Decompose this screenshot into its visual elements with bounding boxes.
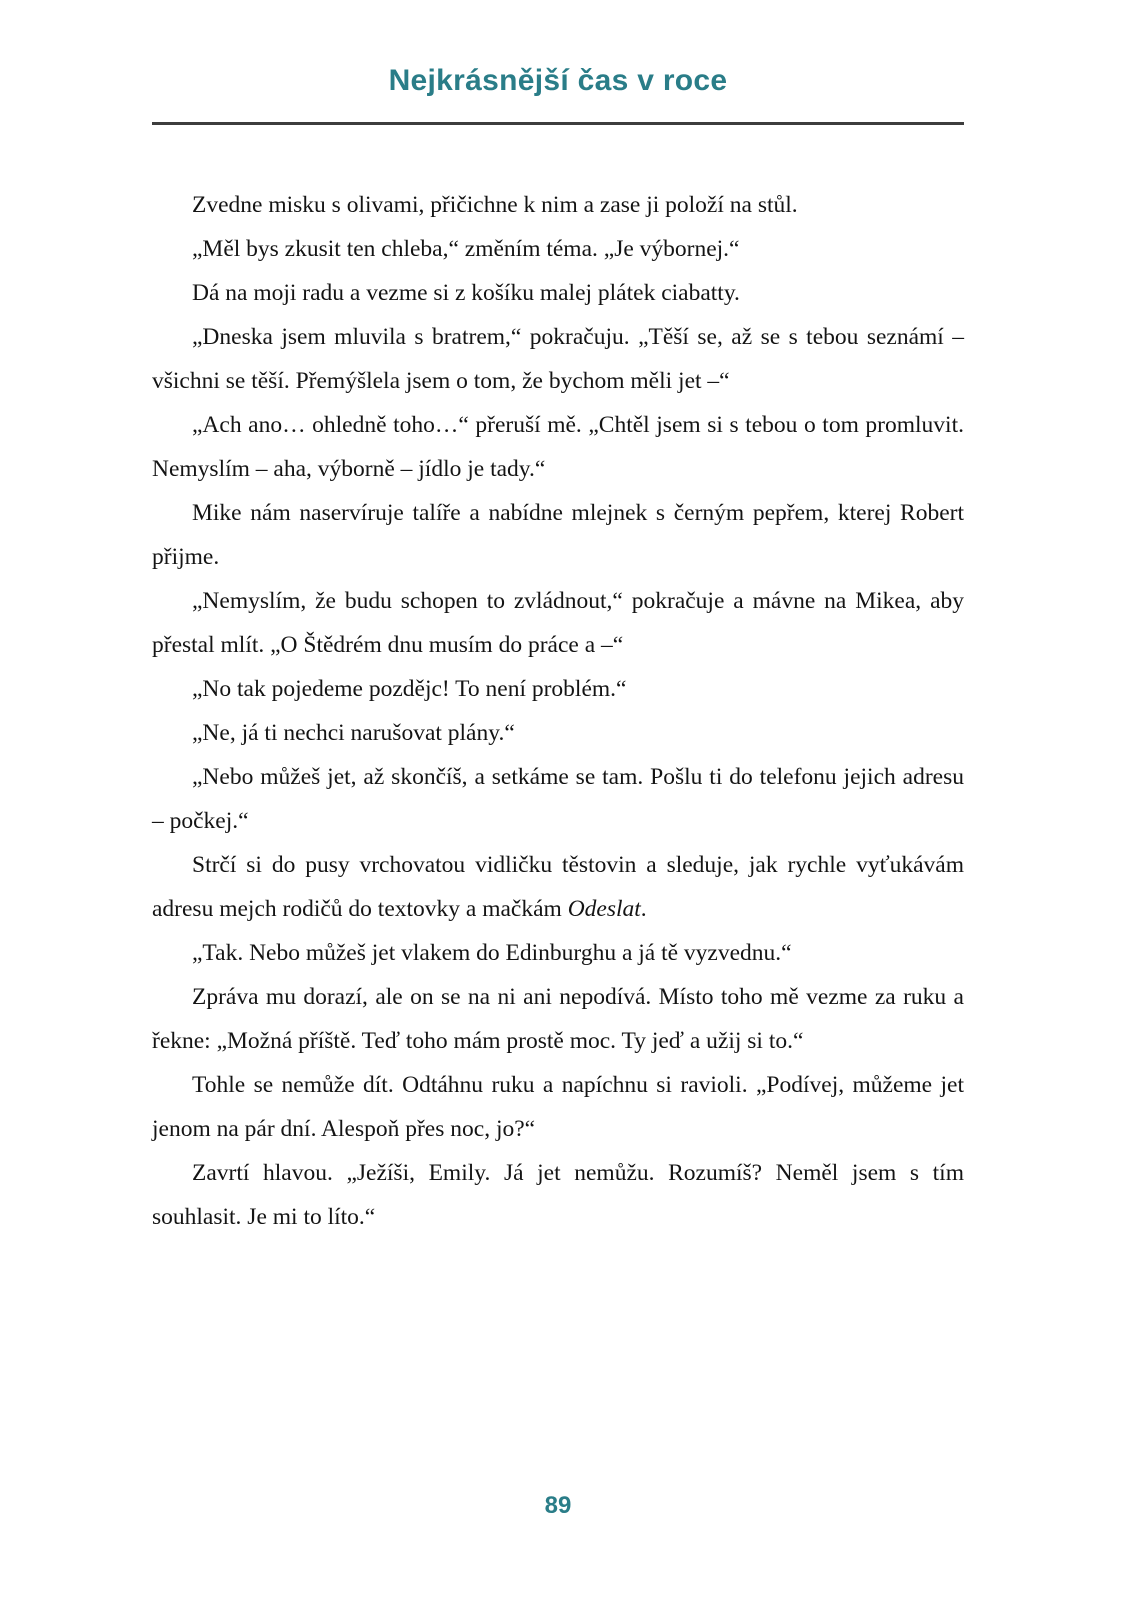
content-column bbox=[152, 0, 964, 1239]
text-segment: „Tak. Nebo můžeš jet vlakem do Edinburghu a já tě vyzvednu.“ bbox=[192, 940, 792, 966]
paragraph bbox=[152, 491, 964, 579]
paragraph bbox=[152, 843, 964, 931]
paragraph bbox=[152, 271, 964, 315]
paragraph bbox=[152, 183, 964, 227]
paragraph bbox=[152, 931, 964, 975]
page-number: 89 bbox=[544, 1492, 572, 1519]
header-rule bbox=[152, 122, 964, 125]
paragraph bbox=[152, 579, 964, 667]
text-segment: Zpráva mu dorazí, ale on se na ni ani nepodívá. Místo toho mě vezme za ruku a řekne: „Možná příště. Teď toho mám prostě moc. Ty jeď a užij si to.“ bbox=[152, 984, 964, 1054]
paragraph bbox=[152, 1063, 964, 1151]
text-segment: . bbox=[640, 896, 647, 922]
paragraph bbox=[152, 1151, 964, 1239]
paragraph bbox=[152, 975, 964, 1063]
paragraph bbox=[152, 227, 964, 271]
body-text bbox=[152, 183, 964, 1239]
text-segment: Mike nám naservíruje talíře a nabídne mlejnek s černým pepřem, kterej Robert přijme. bbox=[152, 500, 964, 570]
text-segment: Tohle se nemůže dít. Odtáhnu ruku a napíchnu si ravioli. „Podívej, můžeme jet jenom na pár dní. Alespoň přes noc, jo?“ bbox=[152, 1072, 964, 1142]
text-segment: „Měl bys zkusit ten chleba,“ změním téma. „Je výbornej.“ bbox=[192, 236, 740, 262]
text-segment: „Ne, já ti nechci narušovat plány.“ bbox=[192, 720, 515, 746]
text-segment: Zavrtí hlavou. „Ježíši, Emily. Já jet nemůžu. Rozumíš? Neměl jsem s tím souhlasit. Je mi to líto.“ bbox=[152, 1160, 964, 1230]
text-segment: „Nemyslím, že budu schopen to zvládnout,“ pokračuje a mávne na Mikea, aby přestal mlít. „O Štědrém dnu musím do práce a –“ bbox=[152, 588, 964, 658]
paragraph bbox=[152, 667, 964, 711]
paragraph bbox=[152, 711, 964, 755]
paragraph bbox=[152, 403, 964, 491]
text-segment: Zvedne misku s olivami, přičichne k nim a zase ji položí na stůl. bbox=[192, 192, 798, 218]
chapter-title: Nejkrásnější čas v roce bbox=[388, 64, 728, 97]
text-segment: „Dneska jsem mluvila s bratrem,“ pokračuju. „Těší se, až se s tebou seznámí – všichni se těší. Přemýšlela jsem o tom, že bychom měli jet –“ bbox=[152, 324, 964, 394]
paragraph bbox=[152, 755, 964, 843]
paragraph bbox=[152, 315, 964, 403]
text-segment: Strčí si do pusy vrchovatou vidličku těstovin a sleduje, jak rychle vyťukávám adresu mejch rodičů do textovky a mačkám bbox=[152, 852, 964, 922]
text-segment: „No tak pojedeme pozdějc! To není problém.“ bbox=[192, 676, 627, 702]
text-segment: Dá na moji radu a vezme si z košíku malej plátek ciabatty. bbox=[192, 280, 740, 306]
text-segment: „Nebo můžeš jet, až skončíš, a setkáme se tam. Pošlu ti do telefonu jejich adresu – počkej.“ bbox=[152, 764, 964, 834]
italic-text: Odeslat bbox=[567, 896, 641, 922]
text-segment: „Ach ano… ohledně toho…“ přeruší mě. „Chtěl jsem si s tebou o tom promluvit. Nemyslím – aha, výborně – jídlo je tady.“ bbox=[152, 412, 964, 482]
